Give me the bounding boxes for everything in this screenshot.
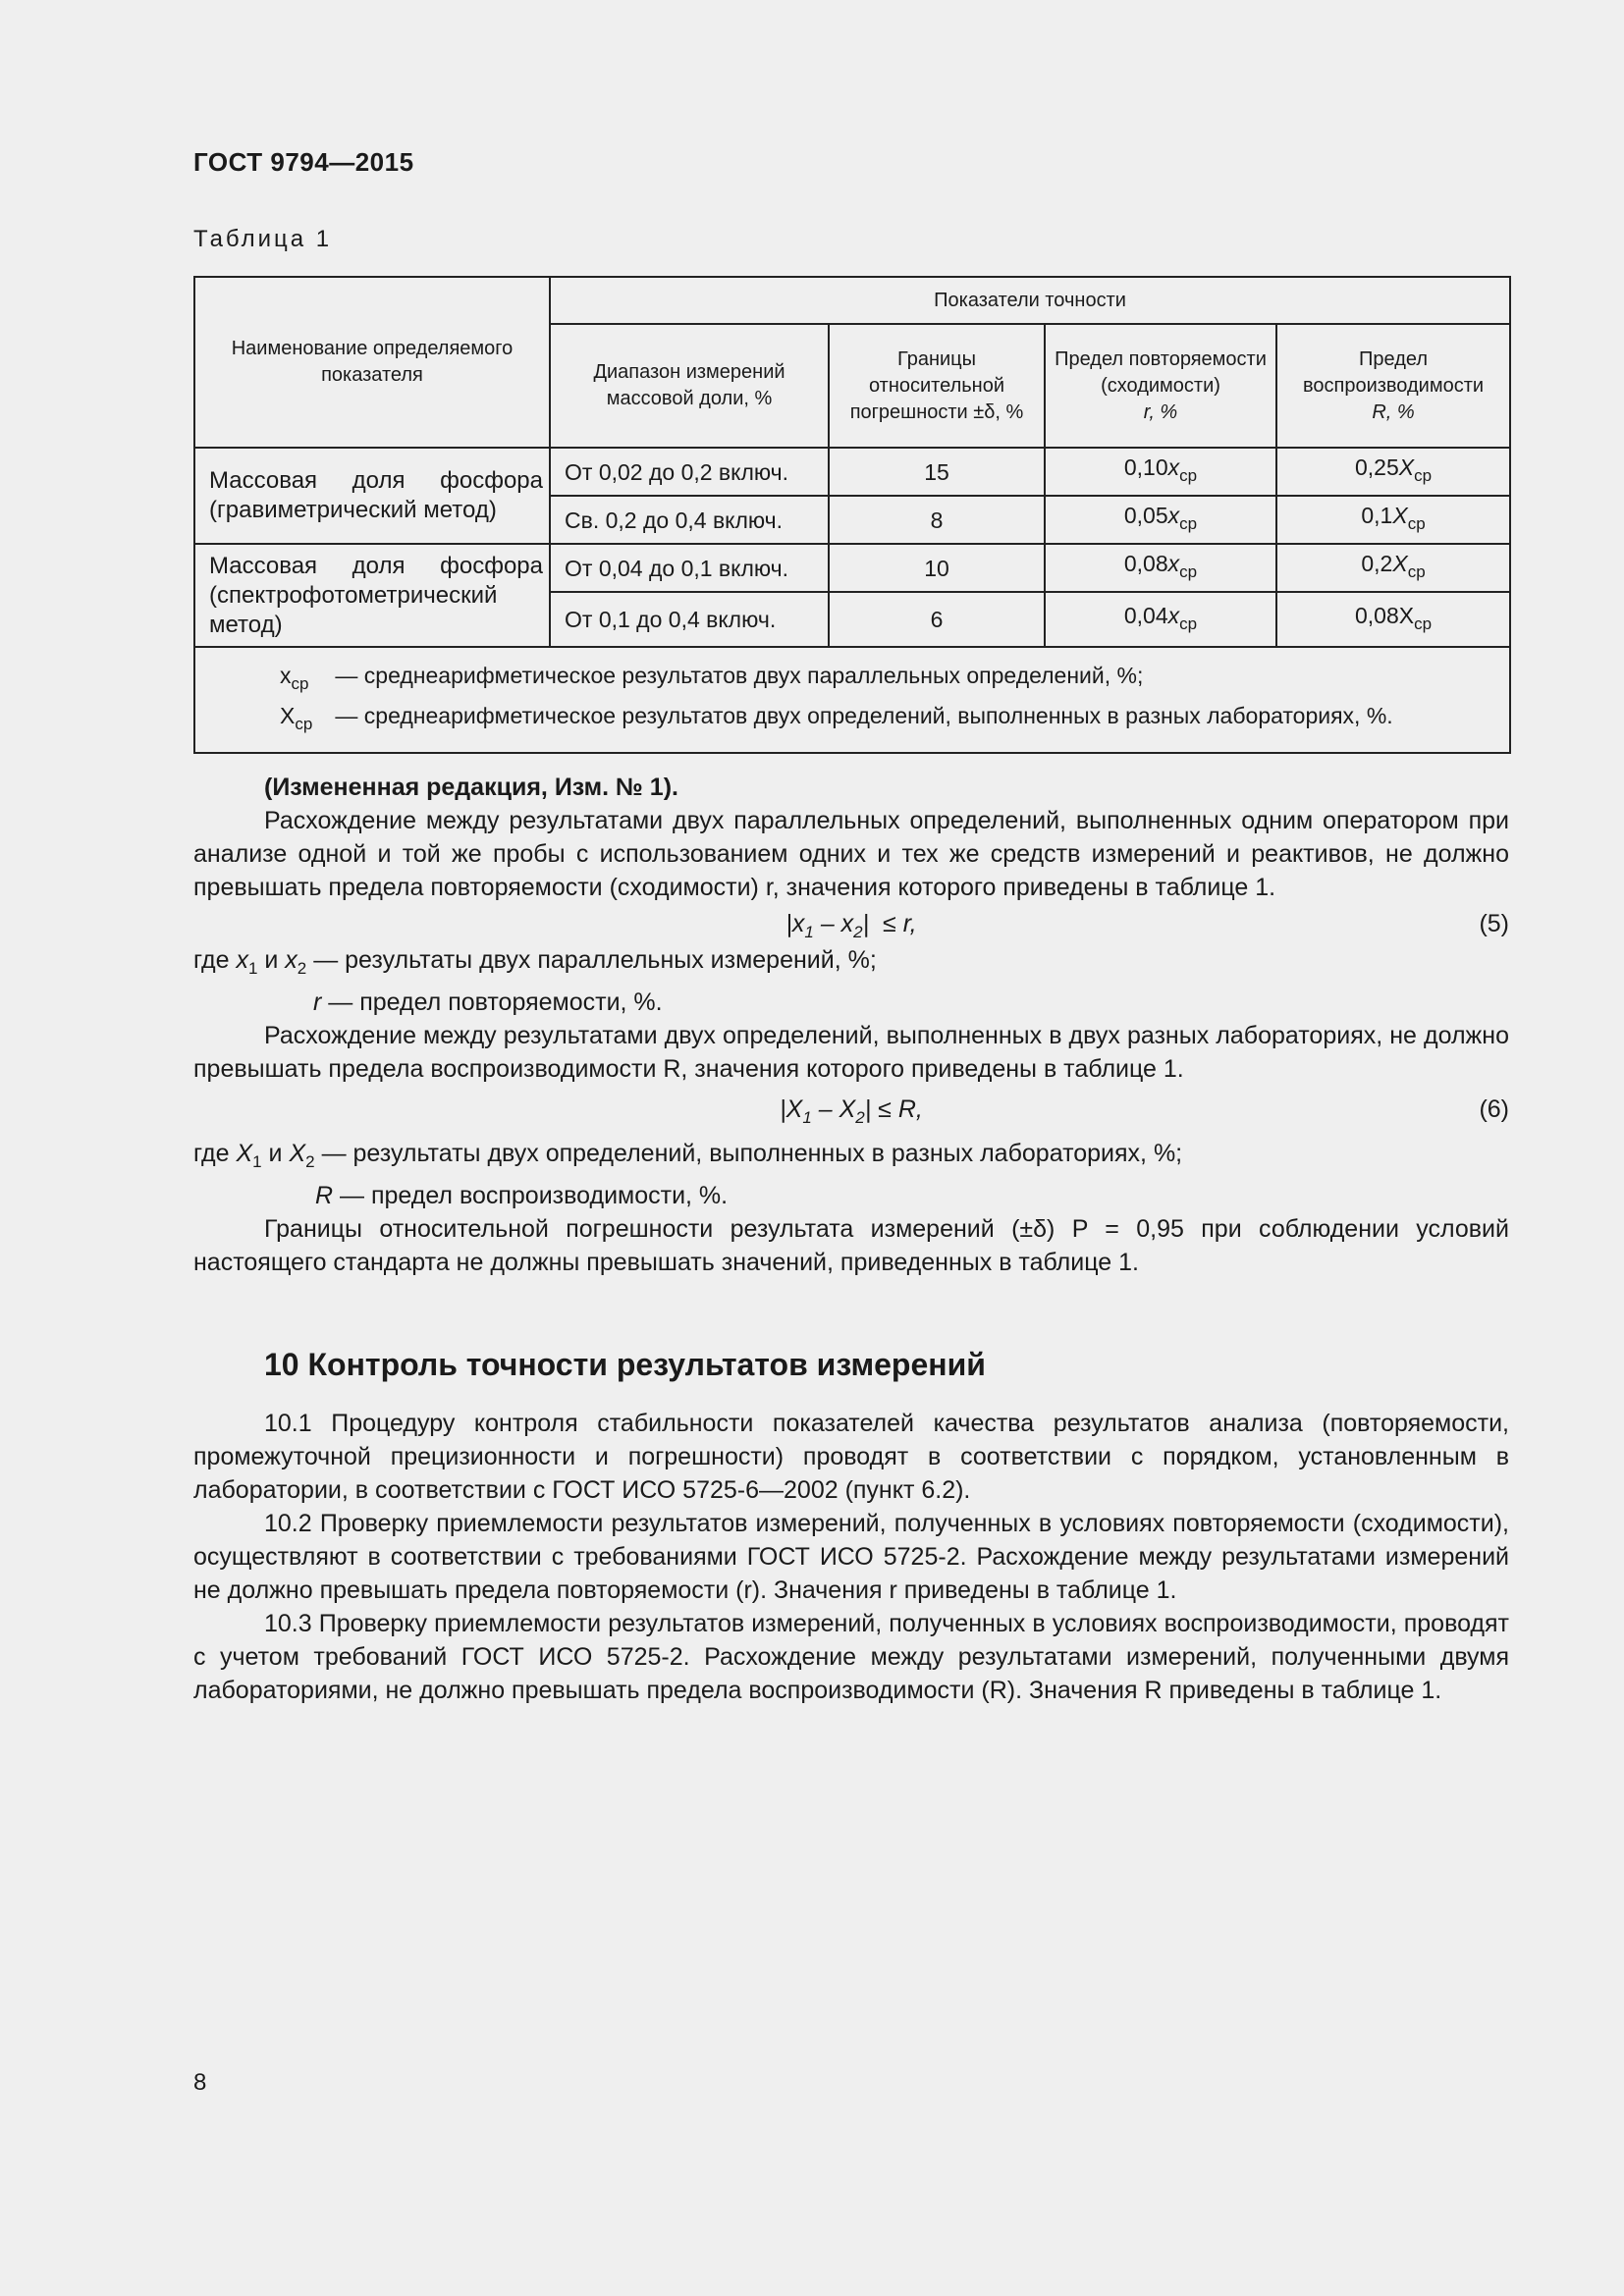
error-cell: 6 <box>829 592 1045 647</box>
section-10-text <box>193 1407 1509 1707</box>
accuracy-table <box>193 276 1511 754</box>
reproducibility-cell: $0,2X_{ср}$ <box>1276 544 1510 592</box>
reproducibility-cell: $0,25X_{ср}$ <box>1276 448 1510 496</box>
repeatability-value: 0,04 <box>1123 602 1168 628</box>
repeatability-cell: $0,05x_{ср}$ <box>1045 496 1276 544</box>
formula-5 <box>193 904 1509 943</box>
repeatability-cell: $0,04x_{ср}$ <box>1045 592 1276 647</box>
formula-number: (5) <box>1479 910 1509 937</box>
col-header-accuracy-group: Показатели точности <box>550 277 1510 324</box>
table-notes-row <box>194 647 1510 753</box>
col-header-indicator: Наименование определяемого показателя <box>194 277 550 448</box>
col-header-reproducibility-label: Предел воспроизводимости <box>1302 347 1485 397</box>
indicator-name-cell: Массовая доля фосфора (спектрофотометрический метод) <box>194 544 550 647</box>
reproducibility-value: 0,2 <box>1361 551 1393 576</box>
range-cell: От 0,04 до 0,1 включ. <box>550 544 829 592</box>
table-caption: Таблица 1 <box>193 226 333 252</box>
where-text: — предел воспроизводимости, %. <box>340 1182 729 1209</box>
amendment-note: (Измененная редакция, Изм. № 1). <box>264 774 678 801</box>
repeatability-value: 0,10 <box>1123 454 1168 480</box>
col-header-reproducibility-unit: R, % <box>1372 400 1415 423</box>
table-note-text: — среднеарифметическое результатов двух определений, выполненных в разных лабораториях, %. <box>335 703 1393 728</box>
section-title: 10 Контроль точности результатов измерений <box>264 1347 986 1382</box>
table-row <box>194 544 1510 592</box>
reproducibility-cell: $0,08X_{ср}$ <box>1276 592 1510 647</box>
repeatability-cell: $0,08x_{ср}$ <box>1045 544 1276 592</box>
where-line: где $x_1$ и $x_2$ — результаты двух параллельных измерений, %; <box>193 946 877 978</box>
where-line: где $X_1$ и $X_2$ — результаты двух определений, выполненных в разных лабораториях, %; <box>193 1140 1183 1171</box>
indicator-name-cell: Массовая доля фосфора (гравиметрический метод) <box>194 448 550 544</box>
paragraph: Расхождение между результатами двух определений, выполненных в двух разных лабораториях, не должно превышать предела воспроизводимости R, значения которого приведены в таблице 1. <box>193 1022 1509 1083</box>
paragraph: 10.2 Проверку приемлемости результатов измерений, полученных в условиях повторяемости (сходимости), осуществляют в соответствии с требованиями ГОСТ ИСО 5725-2. Расхождение между результатами измерений не должно превышать предела повторяемости (r). Значения r приведены в таблице 1. <box>193 1510 1509 1604</box>
reproducibility-value: 0,25 <box>1354 454 1399 480</box>
col-header-reproducibility <box>1276 324 1510 448</box>
page-number: 8 <box>193 2069 207 2096</box>
col-header-range: Диапазон измерений массовой доли, % <box>550 324 829 448</box>
formula-expression: $|X_1 - X_2| \le R$, <box>780 1095 923 1127</box>
paragraph: 10.3 Проверку приемлемости результатов измерений, полученных в условиях воспроизводимости, проводят с учетом требований ГОСТ ИСО 5725-2. Расхождение между результатами измерений, полученными двумя лабораториями, не должно превышать предела воспроизводимости (R). Значения R приведены в таблице 1. <box>193 1610 1509 1704</box>
paragraph: Границы относительной погрешности результата измерений (±δ) P = 0,95 при соблюдении условий настоящего стандарта не должны превышать значений, приведенных в таблице 1. <box>193 1215 1509 1276</box>
where-text: — результаты двух параллельных измерений, %; <box>313 946 877 974</box>
col-header-repeatability-unit: r, % <box>1143 400 1178 423</box>
where-text: — предел повторяемости, %. <box>328 988 663 1016</box>
error-cell: 8 <box>829 496 1045 544</box>
table-note-text: — среднеарифметическое результатов двух параллельных определений, %; <box>335 663 1144 688</box>
range-cell: От 0,1 до 0,4 включ. <box>550 592 829 647</box>
table-notes <box>194 647 1510 753</box>
main-text <box>193 771 1509 1279</box>
repeatability-cell: $0,10x_{ср}$ <box>1045 448 1276 496</box>
col-header-repeatability <box>1045 324 1276 448</box>
formula-number: (6) <box>1479 1095 1509 1123</box>
reproducibility-value: 0,08 <box>1354 602 1399 628</box>
range-cell: От 0,02 до 0,2 включ. <box>550 448 829 496</box>
paragraph: Расхождение между результатами двух параллельных определений, выполненных одним оператором при анализе одной и той же пробы с использованием одних и тех же средств измерений и реактивов, не должно превышать предела повторяемости (сходимости) r, значения которого приведены в таблице 1. <box>193 807 1509 901</box>
document-header: ГОСТ 9794—2015 <box>193 147 414 177</box>
repeatability-value: 0,05 <box>1123 503 1168 528</box>
error-cell: 10 <box>829 544 1045 592</box>
where-text: — результаты двух определений, выполненных в разных лабораториях, %; <box>321 1140 1183 1167</box>
col-header-repeatability-label: Предел повторяемости (сходимости) <box>1055 347 1267 397</box>
table-note: $X_{ср}$ — среднеарифметическое результатов двух определений, выполненных в разных лабораториях, %. <box>280 703 1393 733</box>
reproducibility-value: 0,1 <box>1361 503 1393 528</box>
range-cell: Св. 0,2 до 0,4 включ. <box>550 496 829 544</box>
where-line: r — предел повторяемости, %. <box>313 988 663 1016</box>
formula-expression: $|x_1 - x_2| \le r$, <box>785 910 917 941</box>
formula-6 <box>193 1090 1509 1129</box>
table-row <box>194 448 1510 496</box>
repeatability-value: 0,08 <box>1123 551 1168 576</box>
reproducibility-cell: $0,1X_{ср}$ <box>1276 496 1510 544</box>
table-note: $x_{ср}$ — среднеарифметическое результатов двух параллельных определений, %; <box>280 663 1144 693</box>
error-cell: 15 <box>829 448 1045 496</box>
where-line: R — предел воспроизводимости, %. <box>315 1182 729 1209</box>
paragraph: 10.1 Процедуру контроля стабильности показателей качества результатов анализа (повторяемости, промежуточной прецизионности и погрешности) проводят в соответствии с порядком, установленным в лаборатории, в соответствии с ГОСТ ИСО 5725-6—2002 (пункт 6.2). <box>193 1410 1509 1504</box>
col-header-error-bounds: Границы относительной погрешности ±δ, % <box>829 324 1045 448</box>
